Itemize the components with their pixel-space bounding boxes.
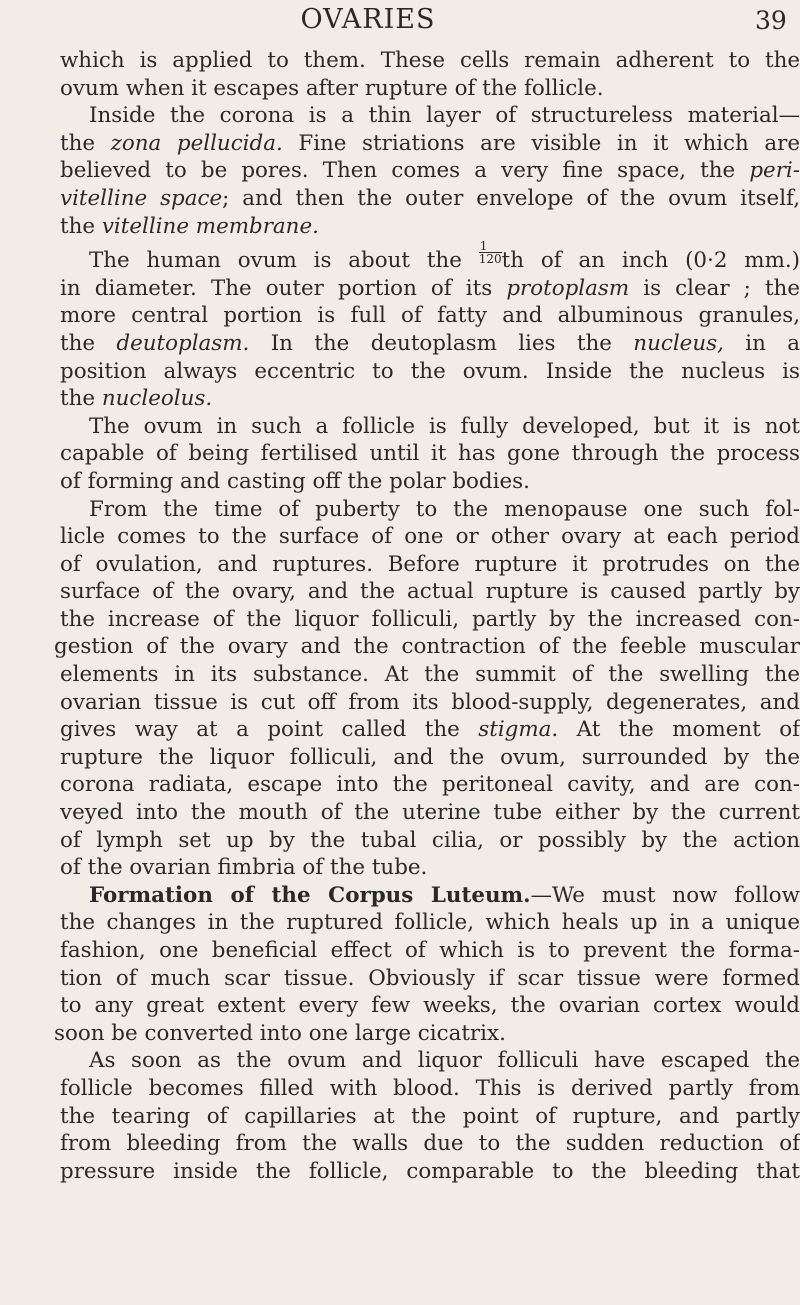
text-line: ovarian tissue is cut off from its blood-supply, degenerates, and	[60, 689, 800, 715]
term-stigma: stigma.	[478, 717, 559, 743]
text-line: corona radiata, escape into the peritoneal cavity, and are con-	[60, 772, 800, 798]
text-line: soon be converted into one large cicatrix.	[54, 1020, 506, 1046]
text-line: capable of being fertilised until it has gone through the process	[60, 441, 800, 467]
fraction: $\frac{1}{120}$	[478, 240, 502, 267]
term-zona-pellucida: zona pellucida.	[110, 130, 283, 156]
text-line: of lymph set up by the tubal cilia, or possibly by the action	[60, 827, 800, 853]
text-line: gestion of the ovary and the contraction of the feeble muscular	[54, 634, 800, 660]
text-line: position always eccentric to the ovum. Inside the nucleus is	[60, 358, 800, 384]
term-protoplasm: protoplasm	[506, 275, 630, 301]
text-line: the deutoplasm. In the deutoplasm lies the nucleus, in a	[60, 330, 800, 356]
text-line: the zona pellucida. Fine striations are visible in it which are	[60, 130, 800, 156]
text-line: The ovum in such a follicle is fully developed, but it is not	[89, 413, 800, 439]
text-line: to any great extent every few weeks, the ovarian cortex would	[60, 993, 800, 1019]
text-line: the changes in the ruptured follicle, which heals up in a unique	[60, 910, 800, 936]
text-line: elements in its substance. At the summit of the swelling the	[60, 662, 800, 688]
term-deutoplasm: deutoplasm.	[116, 330, 250, 356]
term-nucleus: nucleus,	[633, 330, 724, 356]
term-nucleolus: nucleolus.	[101, 386, 213, 412]
text-line: the tearing of capillaries at the point of rupture, and partly	[60, 1103, 800, 1129]
text-line: surface of the ovary, and the actual rupture is caused partly by	[60, 579, 800, 605]
text-line: from bleeding from the walls due to the sudden reduction of	[60, 1131, 800, 1157]
text-line: of ovulation, and ruptures. Before rupture it protrudes on the	[60, 551, 800, 577]
text-line: As soon as the ovum and liquor folliculi have escaped the	[89, 1048, 800, 1074]
term-perivitelline-space: vitelline space	[60, 185, 223, 211]
text-line: rupture the liquor folliculi, and the ovum, surrounded by the	[60, 744, 800, 770]
text-line: the vitelline membrane.	[60, 213, 319, 239]
body-text	[54, 47, 800, 1185]
text-line: which is applied to them. These cells remain adherent to the	[60, 48, 800, 73]
text-line: The human ovum is about the $\frac{1}{120}$ th of an inch (0·2 mm.)	[89, 240, 800, 274]
text-line: veyed into the mouth of the uterine tube either by the current	[60, 800, 800, 826]
text-line: follicle becomes filled with blood. This is derived partly from	[60, 1075, 800, 1101]
text-line: the nucleolus.	[60, 386, 213, 412]
text-line: in diameter. The outer portion of its protoplasm is clear ; the	[60, 275, 800, 301]
text-line: of the ovarian fimbria of the tube.	[60, 855, 428, 881]
text-line: pressure inside the follicle, comparable to the bleeding that	[60, 1158, 800, 1184]
text-line: From the time of puberty to the menopause one such fol-	[89, 496, 800, 522]
text-line: more central portion is full of fatty and albuminous granules,	[60, 303, 800, 329]
page-number: 39	[755, 6, 787, 35]
term-vitelline-membrane: vitelline membrane.	[101, 213, 319, 239]
text-line: fashion, one beneficial effect of which is to prevent the forma-	[60, 938, 800, 963]
text-line: Formation of the Corpus Luteum.—We must now follow	[89, 882, 800, 908]
running-title: OVARIES	[300, 4, 436, 35]
text-line: tion of much scar tissue. Obviously if scar tissue were formed	[60, 965, 800, 991]
section-heading: Formation of the Corpus Luteum.	[89, 882, 531, 908]
text-line: the increase of the liquor folliculi, partly by the increased con-	[60, 606, 800, 632]
text-line: gives way at a point called the stigma. At the moment of	[60, 717, 800, 743]
text-line: believed to be pores. Then comes a very fine space, the peri-	[60, 158, 800, 184]
text-line: of forming and casting off the polar bodies.	[60, 468, 530, 494]
text-line: Inside the corona is a thin layer of structureless material—	[89, 103, 800, 129]
text-line: ovum when it escapes after rupture of the follicle.	[60, 75, 604, 101]
text-line: vitelline space; and then the outer envelope of the ovum itself,	[60, 185, 800, 211]
text-line: licle comes to the surface of one or other ovary at each period	[60, 524, 800, 550]
